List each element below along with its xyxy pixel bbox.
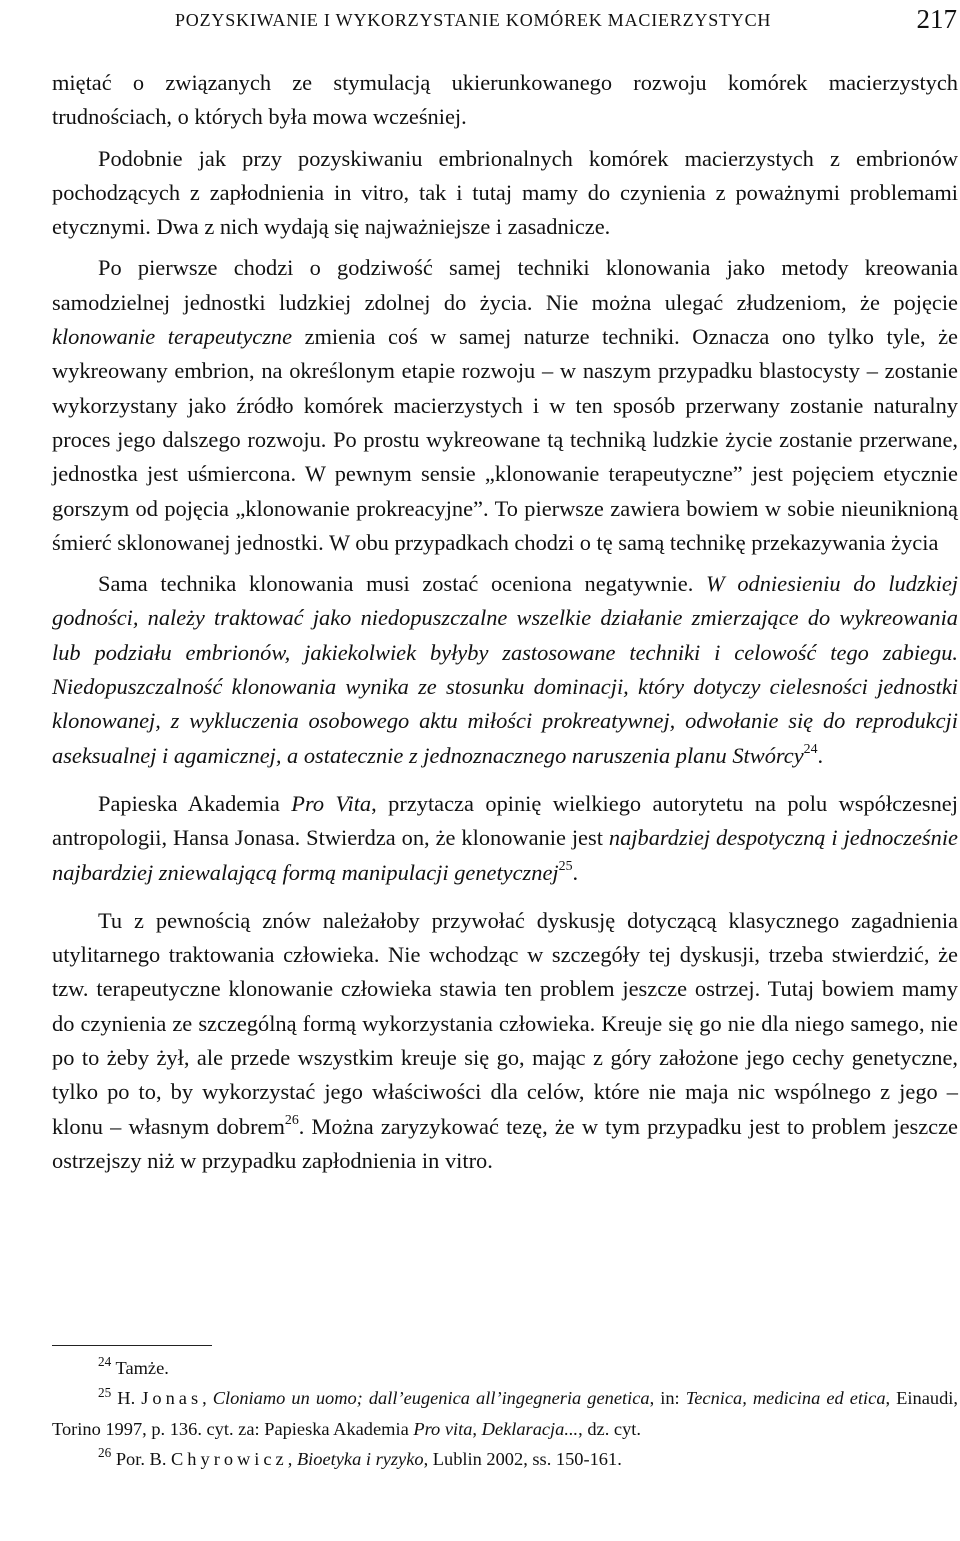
- paragraph-utilitarian: [52, 904, 958, 1178]
- footnote-author: Jonas: [141, 1388, 203, 1409]
- footnote-book: Tecnica, medicina ed etica: [685, 1388, 886, 1409]
- footnote-divider: [52, 1345, 212, 1346]
- footnote-author: Chyrowicz: [171, 1448, 288, 1469]
- paragraph-text: . Można zaryzykować tezę, że w tym przypadku jest to problem jeszcze ostrzejszy niż w przypadku zapłodnienia in vitro.: [52, 1113, 958, 1173]
- footnote-title: Bioetyka i ryzyko: [296, 1448, 424, 1469]
- paragraph-text: Po pierwsze chodzi o godziwość samej techniki klonowania jako metody kreowania samodzielnej jednostki ludzkiej zdolnej do życia. Nie można ulegać złudzeniom, że pojęcie: [52, 255, 958, 315]
- paragraph-text: Sama technika klonowania musi zostać oceniona negatywnie.: [98, 571, 706, 597]
- footnote-text: ,: [287, 1448, 297, 1469]
- paragraph-text: Papieska Akademia: [98, 790, 292, 816]
- footnote-text: ,: [202, 1388, 213, 1409]
- footnote-24: [52, 1353, 958, 1383]
- footnote-26: [52, 1444, 958, 1474]
- footnote-text: ,: [472, 1418, 482, 1439]
- italic-quote: W odniesieniu do ludzkiej godności, należy traktować jako niedopuszczalne wszelkie działanie zmierzające do wykreowania lub podziału embrionów, jakiekolwiek byłyby zastosowane techniki i celowość tego zabiegu. Niedopuszczalność klonowania wynika ze stosunku dominacji, który dotyczy cielesności jednostki klonowanej, z wykluczenia osobowego aktu miłości prokreatywnej, odwołanie się do reprodukcji aseksualnej i agamicznej, a ostatecznie z jednoznacznego naruszenia planu Stwórcy: [52, 571, 958, 768]
- footnote-number: 24: [98, 1354, 112, 1370]
- paragraph-jonas: [52, 787, 958, 890]
- footnote-text: , Einaudi, Torino 1997, p. 136. cyt. za: Papieska Akademia: [52, 1388, 958, 1439]
- footnote-ref-26[interactable]: 26: [284, 1113, 299, 1129]
- paragraph-text: zmienia coś w samej naturze techniki. Oznacza ono tylko tyle, że wykreowany embrion, na określonym etapie rozwoju – w naszym przypadku blastocysty – zostanie wykorzystany jako źródło komórek macierzystych i w ten sposób przerwany zostanie naturalny proces jego dalszego rozwoju. Po prostu wykreowane tą techniką ludzkie życie zostanie przerwane, jednostka jest uśmiercona. W pewnym sensie „klonowanie terapeutyczne” jest pojęciem etycznie gorszym od pojęcia „klonowanie prokreacyjne”. To pierwsze zawiera bowiem w sobie nieuniknioną śmierć sklonowanej jednostki. W obu przypadkach chodzi o tę samą technikę przekazywania życia: [52, 324, 958, 555]
- paragraph-continuation: [52, 66, 958, 135]
- footnote-ref-24[interactable]: 24: [803, 742, 818, 758]
- footnote-text: Por. B.: [111, 1448, 172, 1469]
- footnote-text: , dz. cyt.: [578, 1418, 641, 1439]
- body-text: [52, 66, 958, 1185]
- paragraph-text: .: [817, 742, 824, 768]
- running-head: [175, 4, 957, 36]
- running-title: POZYSKIWANIE I WYKORZYSTANIE KOMÓREK MACIERZYSTYCH: [175, 10, 772, 30]
- footnote-text: , in:: [649, 1388, 686, 1409]
- paragraph-text: miętać o związanych ze stymulacją ukierunkowanego rozwoju komórek macierzystych trudnościach, o których była mowa wcześniej.: [52, 70, 958, 130]
- paragraph-text: , przytacza opinię wielkiego autorytetu na polu współczesnej antropologii, Hansa Jonasa. Stwierdza on, że klonowanie jest: [52, 790, 958, 851]
- footnote-source: Deklaracja...: [481, 1418, 579, 1439]
- page-number: 217: [916, 4, 957, 34]
- footnote-text: Tamże.: [111, 1358, 169, 1378]
- footnote-text: , Lublin 2002, ss. 150-161.: [423, 1448, 622, 1469]
- paragraph-text: Podobnie jak przy pozyskiwaniu embrionalnych komórek macierzystych z embrionów pochodzących z zapłodnienia in vitro, tak i tutaj mamy do czynienia z poważnymi problemami etycznymi. Dwa z nich wydają się najważniejsze i zasadnicze.: [52, 145, 958, 240]
- paragraph-text: .: [572, 859, 579, 885]
- paragraph-text: Tu z pewnością znów należałoby przywołać dyskusję dotyczącą klasycznego zagadnienia utylitarnego traktowania człowieka. Nie wchodząc w szczegóły tej dyskusji, trzeba stwierdzić, że tzw. terapeutyczne klonowanie człowieka stawia ten problem jeszcze ostrzej. Tutaj bowiem mamy do czynienia ze szczególną formą wykorzystania człowieka. Kreuje się go nie dla niego samego, nie po to żeby żył, ale przede wszystkim kreuje się go, mając z góry założone jego cechy genetyczne, tylko po to, by wykorzystać jego właściwości dla celów, które nie maja nic wspólnego z jego – klonu – własnym dobrem: [52, 907, 958, 1139]
- footnote-number: 26: [98, 1445, 112, 1461]
- italic-quote: najbardziej despotyczną i jednocześnie najbardziej zniewalającą formą manipulacji genetycznej: [52, 825, 958, 885]
- italic-term: klonowanie terapeutyczne: [52, 324, 293, 350]
- footnote-number: 25: [98, 1384, 112, 1400]
- italic-name: Pro Vita: [291, 790, 372, 816]
- footnote-text: H.: [111, 1388, 142, 1409]
- paragraph-evaluation: [52, 567, 958, 773]
- footnotes: [52, 1353, 958, 1474]
- footnote-ref-25[interactable]: 25: [558, 859, 573, 875]
- footnote-source: Pro vita: [413, 1418, 473, 1439]
- footnote-25: [52, 1383, 958, 1444]
- paragraph-first-problem: [52, 251, 958, 560]
- paragraph-ethical-problems: [52, 142, 958, 245]
- footnote-title: Cloniamo un uomo; dall’eugenica all’ingegneria genetica: [212, 1388, 650, 1409]
